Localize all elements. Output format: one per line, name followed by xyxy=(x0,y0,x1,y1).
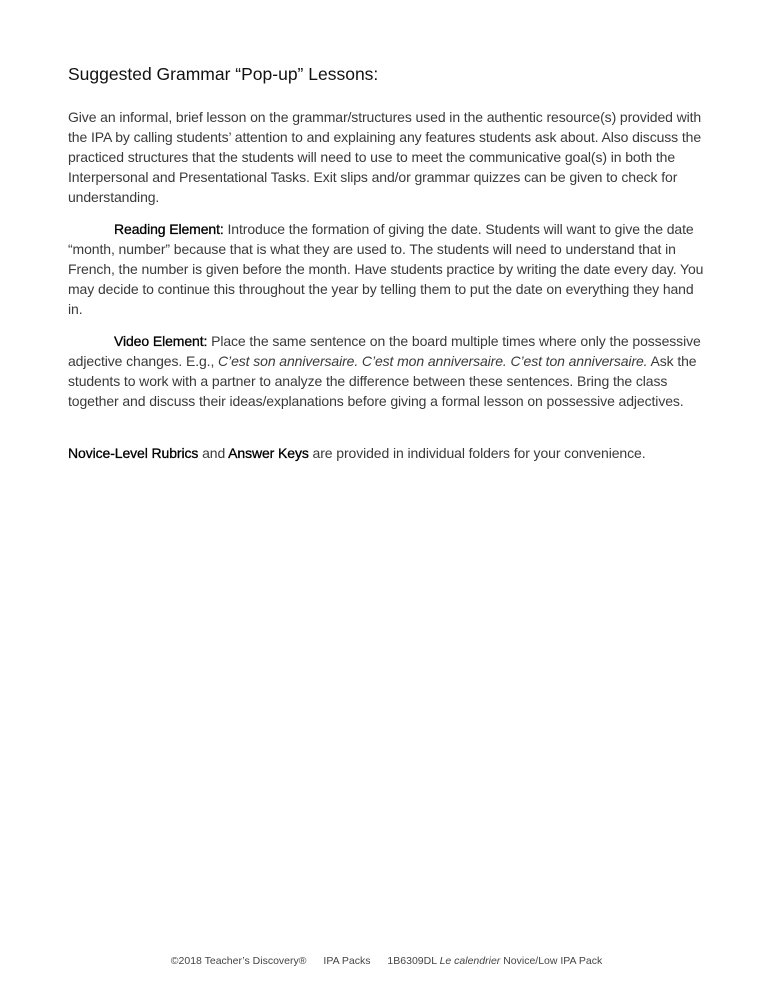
footer-copyright: ©2018 Teacher’s Discovery® xyxy=(170,955,307,967)
answer-keys-label: Answer Keys xyxy=(228,445,309,461)
closing-text: are provided in individual folders for your convenience. xyxy=(308,445,646,461)
footer-series: IPA Packs xyxy=(323,955,371,967)
video-element-label: Video Element: xyxy=(114,333,208,349)
video-text-2: Ask the students to work with a partner to analyze the difference between these sentences. Bring the class together and discuss their ideas/explanations before giving a formal lesson on possessive adjectives. xyxy=(68,353,697,409)
reading-element-paragraph xyxy=(68,219,708,319)
video-text-1: Place the same sentence on the board multiple times where only the possessive adjective changes. E.g., xyxy=(68,333,701,369)
and-text: and xyxy=(198,445,229,461)
footer-code: 1B6309DL xyxy=(387,955,440,967)
rubrics-label: Novice-Level Rubrics xyxy=(68,445,199,461)
footer-pack: Novice/Low IPA Pack xyxy=(500,955,603,967)
video-examples: C’est son anniversaire. C’est mon anniversaire. C’est ton anniversaire. xyxy=(218,353,648,369)
reading-element-text: Introduce the formation of giving the date. Students will want to give the date “month, number” because that is what they are used to. The students will need to understand that in French, the number is given before the month. Have students practice by writing the date every day. You may decide to continue this throughout the year by telling them to put the date on everything they hand in. xyxy=(68,221,704,317)
reading-element-label: Reading Element: xyxy=(114,221,224,237)
footer-product xyxy=(387,955,602,967)
footer-title: Le calendrier xyxy=(439,955,501,967)
footer xyxy=(0,955,773,967)
closing-paragraph xyxy=(68,443,708,463)
intro-paragraph: Give an informal, brief lesson on the grammar/structures used in the authentic resource(s) provided with the IPA by calling students’ attention to and explaining any features students ask about. Also discuss the practiced structures that the students will need to use to meet the communicative goal(s) in both the Interpersonal and Presentational Tasks. Exit slips and/or grammar quizzes can be given to check for understanding. xyxy=(68,109,702,205)
section-heading: Suggested Grammar “Pop-up” Lessons: xyxy=(68,64,379,84)
video-element-paragraph xyxy=(68,331,708,411)
